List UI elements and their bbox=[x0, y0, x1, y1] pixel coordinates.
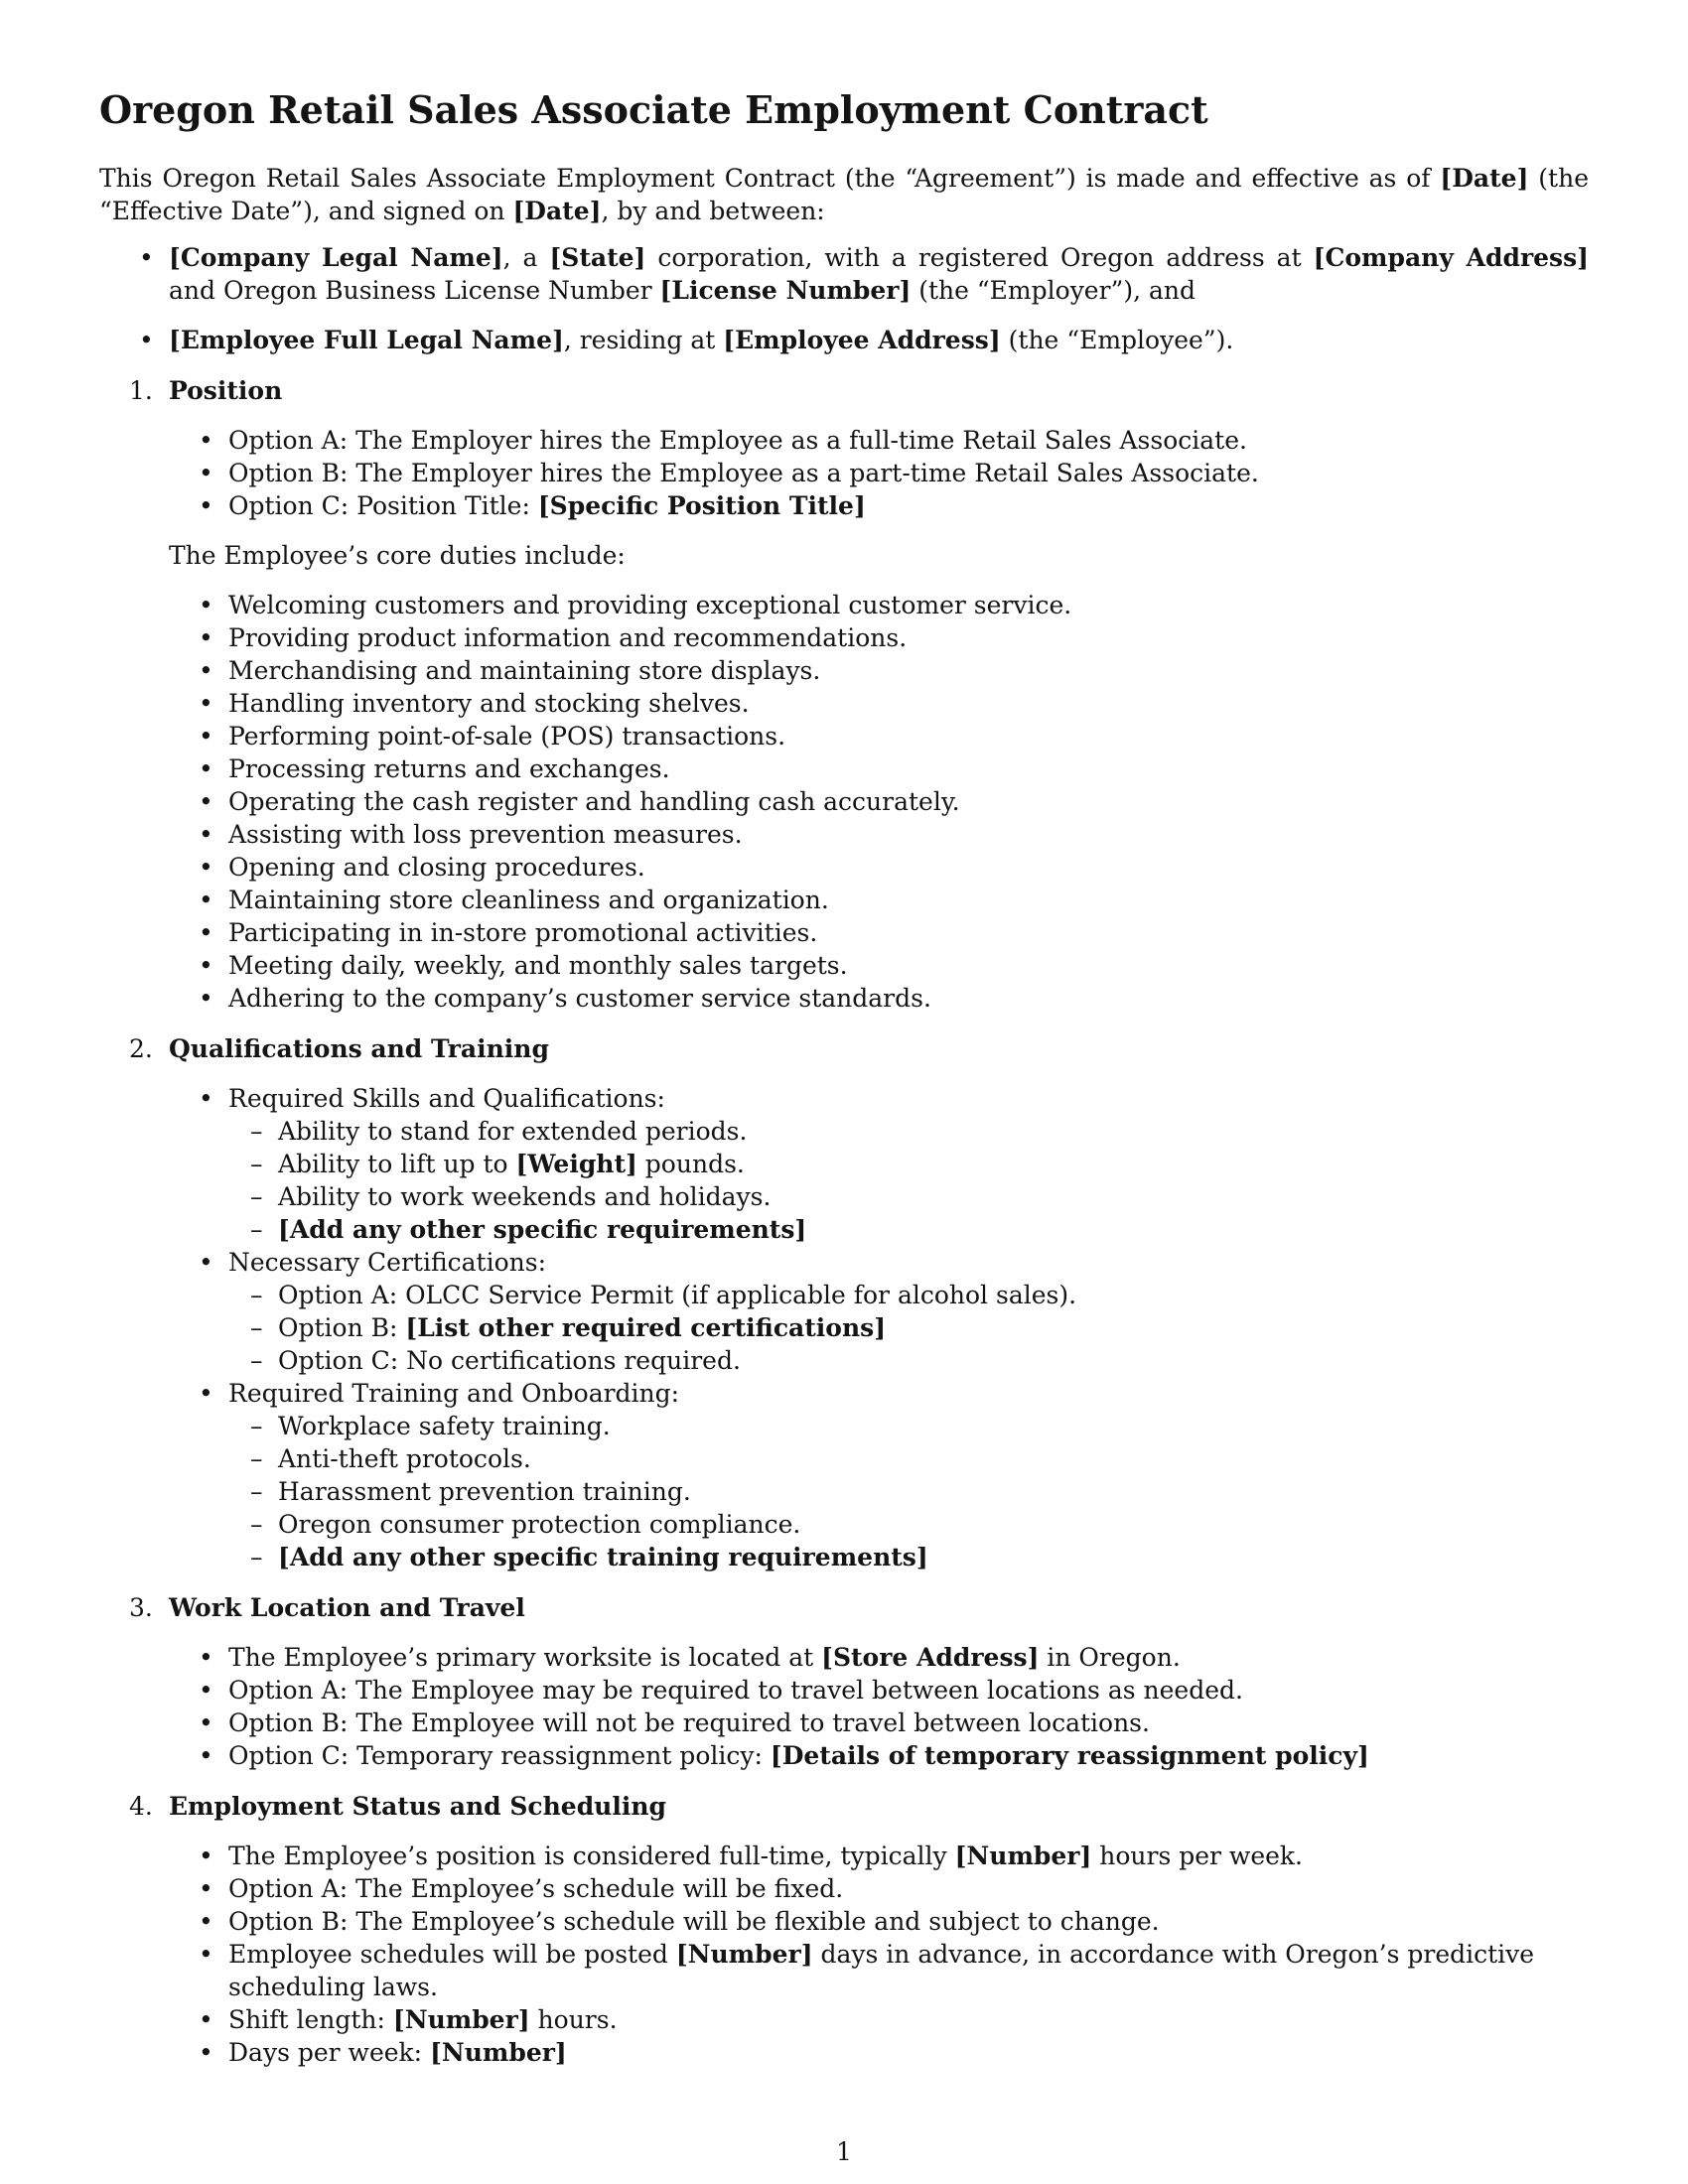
list-item: • Option C: Position Title: [Specific Position Title] bbox=[199, 491, 866, 520]
list-item: • The Employee’s primary worksite is located at [Store Address] in Oregon. bbox=[199, 1643, 1181, 1672]
list-item: – Workplace safety training. bbox=[250, 1412, 611, 1440]
section-work-location bbox=[99, 1591, 1589, 1772]
section-title: Qualifications and Training bbox=[169, 1034, 549, 1063]
list-item: • Operating the cash register and handling cash accurately. bbox=[199, 787, 960, 816]
list-item: • Adhering to the company’s customer service standards. bbox=[199, 984, 931, 1013]
parties-list bbox=[99, 241, 1589, 373]
list-item: • Option A: The Employer hires the Employee as a full-time Retail Sales Associate. bbox=[199, 426, 1247, 455]
list-item: – Option C: No certifications required. bbox=[250, 1346, 741, 1375]
sections-list bbox=[99, 374, 1589, 2087]
list-item: • Assisting with loss prevention measures. bbox=[199, 820, 743, 849]
list-item: • Option A: The Employee’s schedule will be fixed. bbox=[199, 1874, 844, 1903]
location-list bbox=[169, 1641, 1589, 1772]
list-item: • Handling inventory and stocking shelves. bbox=[199, 689, 750, 718]
qualifications-list bbox=[169, 1082, 1589, 1573]
list-item: • Merchandising and maintaining store displays. bbox=[199, 656, 821, 685]
position-options-list bbox=[169, 424, 1589, 522]
intro-paragraph: This Oregon Retail Sales Associate Employment Contract (the “Agreement”) is made and effective as of [Date] (the “Effective Date”), and signed on [Date], by and between: bbox=[99, 164, 1589, 225]
list-item: – [Add any other specific training requirements] bbox=[250, 1543, 928, 1571]
list-item: • Option C: Temporary reassignment policy: [Details of temporary reassignment policy] bbox=[199, 1741, 1369, 1770]
duties-intro: The Employee’s core duties include: bbox=[169, 541, 626, 570]
list-item: – Harassment prevention training. bbox=[250, 1477, 691, 1506]
list-item: • Maintaining store cleanliness and organization. bbox=[199, 886, 829, 914]
section-title: Employment Status and Scheduling bbox=[169, 1792, 667, 1821]
section-qualifications bbox=[99, 1032, 1589, 1573]
list-item: • The Employee’s position is considered full-time, typically [Number] hours per week. bbox=[199, 1842, 1304, 1870]
section-number: 1. bbox=[129, 376, 153, 405]
list-item: • Employee schedules will be posted [Number] days in advance, in accordance with Oregon’s predictive scheduling laws. bbox=[199, 1940, 1535, 2001]
list-item: – Ability to lift up to [Weight] pounds. bbox=[250, 1150, 745, 1178]
list-item: • Welcoming customers and providing exceptional customer service. bbox=[199, 591, 1072, 619]
certifications-sublist bbox=[228, 1279, 1589, 1377]
section-employment-status bbox=[99, 1790, 1589, 2069]
training-sublist bbox=[228, 1410, 1589, 1573]
list-item: • Option A: The Employee may be required to travel between locations as needed. bbox=[199, 1676, 1243, 1705]
list-item: • Option B: The Employee will not be required to travel between locations. bbox=[199, 1708, 1150, 1737]
list-item: • Shift length: [Number] hours. bbox=[199, 2005, 618, 2034]
scheduling-list bbox=[169, 1840, 1589, 2069]
bullet-icon: • bbox=[139, 326, 154, 354]
list-item: – Option B: [List other required certifications] bbox=[250, 1313, 887, 1342]
list-item: • Required Skills and Qualifications: – Ability to stand for extended periods. – Ability to lift up to [Weight] pounds. – Ability to work weekends and holidays. – [Add any other specific requirements] bbox=[169, 1082, 1589, 1246]
list-item: • Required Training and Onboarding: – Workplace safety training. – Anti-theft protocols. – Harassment prevention training. – Oregon consumer protection compliance. – [Add any other specific training requirements] bbox=[169, 1377, 1589, 1573]
list-item: • Option B: The Employer hires the Employee as a part-time Retail Sales Associate. bbox=[199, 459, 1259, 487]
duties-list bbox=[169, 589, 1589, 1015]
list-item: – Option A: OLCC Service Permit (if applicable for alcohol sales). bbox=[250, 1281, 1077, 1309]
list-item: • Participating in in-store promotional activities. bbox=[199, 918, 818, 947]
page-number: 1 bbox=[836, 2137, 852, 2166]
section-number: 3. bbox=[129, 1593, 153, 1622]
document-title: Oregon Retail Sales Associate Employment Contract bbox=[99, 87, 1208, 132]
section-title: Work Location and Travel bbox=[169, 1593, 525, 1622]
list-item: • Meeting daily, weekly, and monthly sales targets. bbox=[199, 951, 848, 980]
list-item: • Days per week: [Number] bbox=[199, 2038, 567, 2067]
section-title: Position bbox=[169, 376, 283, 405]
list-item: – Oregon consumer protection compliance. bbox=[250, 1510, 801, 1539]
list-item: • Option B: The Employee’s schedule will be flexible and subject to change. bbox=[199, 1907, 1160, 1936]
list-item: • Opening and closing procedures. bbox=[199, 853, 645, 882]
list-item: – Ability to work weekends and holidays. bbox=[250, 1182, 772, 1211]
list-item: • Necessary Certifications: – Option A: OLCC Service Permit (if applicable for alcohol sales). – Option B: [List other required certifications] – Option C: No certifications required. bbox=[169, 1246, 1589, 1377]
list-item: • Providing product information and recommendations. bbox=[199, 623, 908, 652]
section-position bbox=[99, 374, 1589, 1015]
party-employer: • [Company Legal Name], a [State] corporation, with a registered Oregon address at [Company Address] and Oregon Business License Number [License Number] (the “Employer”), and bbox=[139, 243, 1590, 305]
list-item: – [Add any other specific requirements] bbox=[250, 1215, 807, 1244]
section-number: 2. bbox=[129, 1034, 153, 1063]
list-item: – Ability to stand for extended periods. bbox=[250, 1117, 748, 1146]
list-item: – Anti-theft protocols. bbox=[250, 1444, 531, 1473]
list-item: • Processing returns and exchanges. bbox=[199, 754, 670, 783]
bullet-icon: • bbox=[139, 243, 154, 272]
section-number: 4. bbox=[129, 1792, 153, 1821]
party-employee: • [Employee Full Legal Name], residing at [Employee Address] (the “Employee”). bbox=[139, 326, 1234, 354]
skills-sublist bbox=[228, 1115, 1589, 1246]
list-item: • Performing point-of-sale (POS) transactions. bbox=[199, 722, 786, 751]
